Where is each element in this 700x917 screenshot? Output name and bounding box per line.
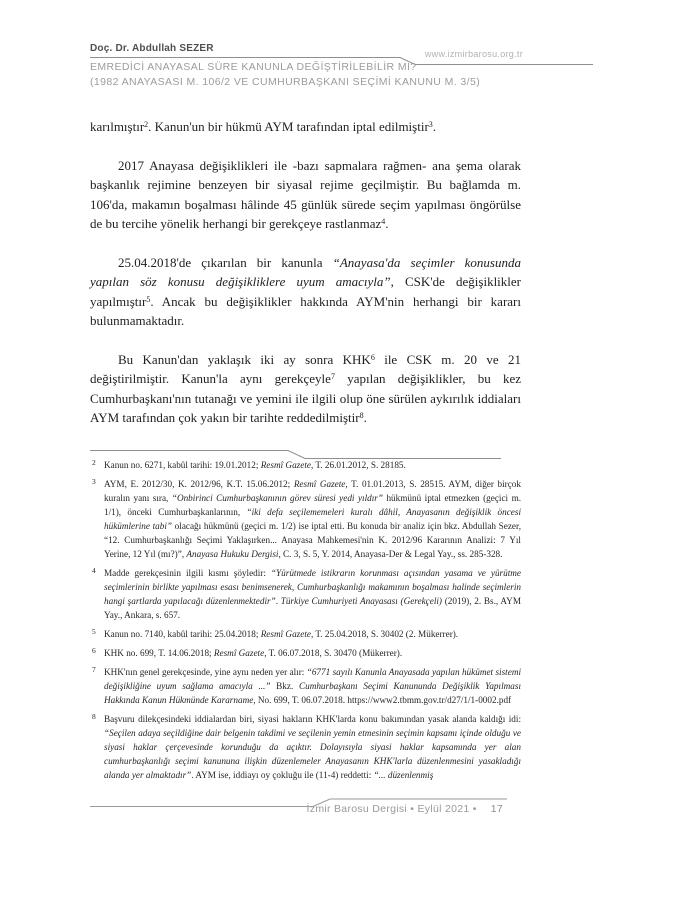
- page-number: 17: [490, 803, 503, 815]
- body-paragraph: 2017 Anayasa değişiklikleri ile -bazı sapmalara rağmen- ana şema olarak başkanlık rejimine benzeyen bir siyasal rejime geçilmiştir. Bu bağlamda m. 106'da, makamın boşalması hâlinde 45 günlük sürede seçim yapılması öngörülse de bu tercihe yönelik herhangi bir gerekçeye rastlanmaz$^4$.: [90, 157, 521, 231]
- footnote-item: [90, 477, 521, 561]
- footnote-item: [90, 665, 521, 707]
- body-paragraph: 25.04.2018'de çıkarılan bir kanunla “Anayasa'da seçimler konusunda yapılan söz konusu değişikliklere uyum amacıyla”, CSK'de değişiklikler yapılmıştır$^5$. Ancak bu değişiklikler hakkında AYM'nin herhangi bir kararı bulunmamaktadır.: [90, 254, 522, 328]
- footnote-number: 4: [92, 566, 96, 575]
- body-paragraph: Bu Kanun'dan yaklaşık iki ay sonra KHK$^6$ ile CSK m. 20 ve 21 değiştirilmiştir. Kanun'la aynı gerekçeyle$^7$ yapılan değişiklikler, bu kez Cumhurbaşkanı'nın tutanağı ve yemini ile ilgili olup öne sürülen aykırılık iddiaları AYM tarafından çok yakın bir tarihte reddedilmiştir$^8$.: [90, 351, 522, 425]
- article-title-line2: (1982 ANAYASASI M. 106/2 VE CUMHURBAŞKANI SEÇİMİ KANUNU M. 3/5): [90, 76, 481, 88]
- footnotes: [90, 458, 521, 787]
- body-paragraph: karılmıştır$^2$. Kanun'un bir hükmü AYM tarafından iptal edilmiştir$^3$.: [90, 119, 437, 134]
- footnote-text: Başvuru dilekçesindeki iddialardan biri, siyasi hakların KHK'larda konu bakımından yasak alanda kaldığı idi: “Seçilen adaya seçildiğine dair belgenin takdimi ve seçilenin yemin etmesinin seçimin kapsamı içinde olduğu ve siyasi haklar çerçevesinde korunduğu da açıktır. Dolayısıyla siyasi haklar kapsamında yer alan cumhurbaşkanlığı seçimi kanununa ilişkin düzenlemeler Anayasanın KHK'larla düzenlenmesini yasakladığı alanda yer almaktadır”. AYM ise, iddiayı oy çokluğu ile (11-4) reddetti: “... düzenlenmiş: [104, 714, 521, 780]
- footnote-item: [90, 627, 521, 641]
- footnote-number: 5: [92, 627, 96, 636]
- article-title-line1: EMREDİCİ ANAYASAL SÜRE KANUNLA DEĞİŞTİRİLEBİLİR Mİ?: [90, 61, 417, 73]
- site-url: www.izmirbarosu.org.tr: [424, 49, 523, 59]
- journal-name-issue: İzmir Barosu Dergisi • Eylül 2021 •: [306, 803, 477, 815]
- footnote-number: 8: [92, 712, 96, 721]
- footnote-text: KHK no. 699, T. 14.06.2018; Resmî Gazete, T. 06.07.2018, S. 30470 (Mükerrer).: [104, 648, 403, 658]
- footnote-number: 7: [92, 665, 96, 674]
- footnote-text: AYM, E. 2012/30, K. 2012/96, K.T. 15.06.2012; Resmî Gazete, T. 01.01.2013, S. 28515. AYM, diğer birçok kuralın yanı sıra, “Onbirinci Cumhurbaşkanının görev süresi yedi yıldır” hükmünü iptal etmezken (geçici m. 1/1), önceki Cumhurbaşkanlarının, “iki defa seçilememeleri kuralı dâhil, Anayasanın değişiklik öncesi hükümlerine tabi” olacağı hükmünü (geçici m. 1/2) ise iptal etti. Bu konuda bir analiz için bkz. Abdullah Sezer, “12. Cumhurbaşkanlığı Seçimi Yaklaşırken... Anayasa Mahkemesi'nin K. 2012/96 Kararının Analizi: 7 Yıl Yerine, 12 Yıl (mı?)”, Anayasa Hukuku Dergisi, C. 3, S. 5, Y. 2014, Anayasa-Der & Legal Yay., ss. 285-328.: [104, 479, 522, 559]
- author-name: Doç. Dr. Abdullah SEZER: [90, 43, 214, 54]
- footnote-item: [90, 566, 521, 622]
- footnote-number: 2: [92, 458, 96, 467]
- page-footer: [90, 803, 503, 815]
- article-body: [90, 117, 521, 447]
- footnote-text: KHK'nın genel gerekçesinde, yine aynı neden yer alır: “6771 sayılı Kanunla Anayasada yapılan hükümet sistemi değişikliğine uyum sağlama amacıyla ...” Bkz. Cumhurbaşkanı Seçimi Kanununda Değişiklik Yapılması Hakkında Kanun Hükmünde Kararname, No. 699, T. 06.07.2018. https://www2.tbmm.gov.tr/d27/1/1-0002.pdf: [104, 667, 522, 705]
- footnote-item: [90, 646, 521, 660]
- footnote-text: Kanun no. 6271, kabûl tarihi: 19.01.2012; Resmî Gazete, T. 26.01.2012, S. 28185.: [104, 460, 406, 470]
- footnote-item: [90, 458, 521, 472]
- footnote-text: Madde gerekçesinin ilgili kısmı şöyledir: “Yürütmede istikrarın korunması açısından yasama ve yürütme seçimlerinin birlikte yapılması esası benimsenerek, Cumhurbaşkanlığı makamının boşalması halinde seçimlerin hangi şartlarda yapılacağı düzenlenmektedir”. Türkiye Cumhuriyeti Anayasası (Gerekçeli) (2019), 2. Bs., AYM Yay., Ankara, s. 657.: [104, 568, 521, 620]
- footnote-item: [90, 712, 521, 782]
- footnote-number: 6: [92, 646, 96, 655]
- footnote-text: Kanun no. 7140, kabûl tarihi: 25.04.2018; Resmî Gazete, T. 25.04.2018, S. 30402 (2. Mükerrer).: [104, 629, 459, 639]
- footnote-number: 3: [92, 477, 96, 486]
